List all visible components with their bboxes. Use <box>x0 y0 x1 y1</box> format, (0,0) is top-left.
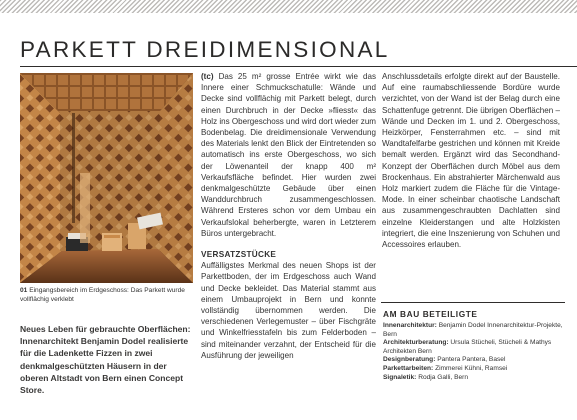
header-stripe <box>0 0 577 13</box>
credits-rule <box>381 302 565 303</box>
credit-item <box>381 365 565 374</box>
article-photo <box>20 73 193 283</box>
credit-item <box>381 339 565 356</box>
intro-text: Das 25 m² grosse Entrée wirkt wie das Innere einer Schmuckschatulle: Wände und Decke sind vollflächig mit Parkett belegt, durch einen Durchbruch in der Decke »fliesst« das Holz ins Obergeschoss und wird dort wieder zum Bodenbelag. Die dreidimensionale Verwendung des Materials lenkt den Blick der Eintretenden so automatisch ins erste Obergeschoss, wo sich der Löwenanteil der knapp 400 m² Verkaufsfläche befindet. Hier wurden zwei denkmalgeschützte Gebäude über einen Wanddurchbruch zusammengeschlossen. Während Ersteres schon vor dem Umbau ein Verkaufslokal beherbergte, waren in Letzterem Büros untergebracht. <box>201 72 376 238</box>
credit-value: Ursula Stücheli, Stücheli & Mathys Architekten Bern <box>383 339 552 355</box>
credit-label: Architekturberatung: <box>383 339 449 347</box>
credits-heading: AM BAU BETEILIGTE <box>383 309 478 319</box>
caption-text: Eingangsbereich im Erdgeschoss: Das Parkett wurde vollflächig verklebt <box>20 287 185 303</box>
body-column-3 <box>382 71 560 250</box>
credit-item <box>381 322 565 339</box>
article-title: PARKETT DREIDIMENSIONAL <box>20 37 390 62</box>
credit-label: Designberatung: <box>383 356 436 364</box>
credit-value: Zimmerei Kühni, Ramsei <box>435 364 508 372</box>
section-paragraph: Auffälligstes Merkmal des neuen Shops ist der Parkettboden, der im Erdgeschoss auch Wand und Decke bekleidet. Das Material stammt aus einem Umbauprojekt in Bern und konnte vollständig übernommen werden. Die verschiedenen Verlegemuster – über Fischgräte und Winkelfriesstafeln bis zum Felderboden – sind miteinander verzahnt, der Entscheid für die Ausführung der jeweiligen <box>201 261 376 360</box>
credit-label: Signaletik: <box>383 373 417 381</box>
photo-caption <box>20 286 196 304</box>
credit-item <box>381 374 565 383</box>
credit-label: Innenarchitektur: <box>383 322 437 329</box>
intro-paragraph <box>201 71 376 239</box>
body-column-2 <box>201 71 376 361</box>
credit-value: Benjamin Dodel Innenarchitektur-Projekte, Bern <box>383 322 563 338</box>
lead-paragraph: Neues Leben für gebrauchte Oberflächen: Innenarchitekt Benjamin Dodel realisierte für die Ladenkette Fizzen in zwei denkmalgeschützten Häusern in der oberen Altstadt von Bern einen Concept Store. <box>20 324 191 396</box>
title-rule <box>20 66 577 67</box>
credits-box <box>381 302 565 382</box>
caption-number: 01 <box>20 287 28 294</box>
author-kicker: (tc) <box>201 72 214 81</box>
credit-value: Rodja Galli, Bern <box>418 373 469 381</box>
continued-paragraph: Anschlussdetails erfolgte direkt auf der Baustelle. Auf eine raumabschliessende Bordüre wurde verzichtet, von der Wand ist der Belag durch eine Schattenfuge getrennt. Die übrigen Oberflächen – Wände und Decken im 1. und 2. Obergeschoss, Heizkörper, Fensterrahmen etc. – sind mit Wandtafelfarbe gestrichen und können mit Kreide bemalt werden. Ergänzt wird das Secondhand-Konzept der Oberflächen durch Möbel aus dem Brockenhaus. Ein abstrahierter Märchenwald aus Holz markiert zudem die Fläche für die Vintage-Mode. In einer scheinbar chaotische Landschaft aus zusammengeschraubten Dachlatten sind einzelne Kleiderstangen und alte Holzkisten integriert, die eine Inszenierung von Schuhen und Accessoires erlauben. <box>382 72 560 250</box>
credit-value: Pantera Pantera, Basel <box>437 356 506 364</box>
parquet-room-image <box>20 73 193 283</box>
credit-label: Parkettarbeiten: <box>383 364 434 372</box>
section-heading: VERSATZSTÜCKE <box>201 250 277 260</box>
credit-item <box>381 356 565 365</box>
